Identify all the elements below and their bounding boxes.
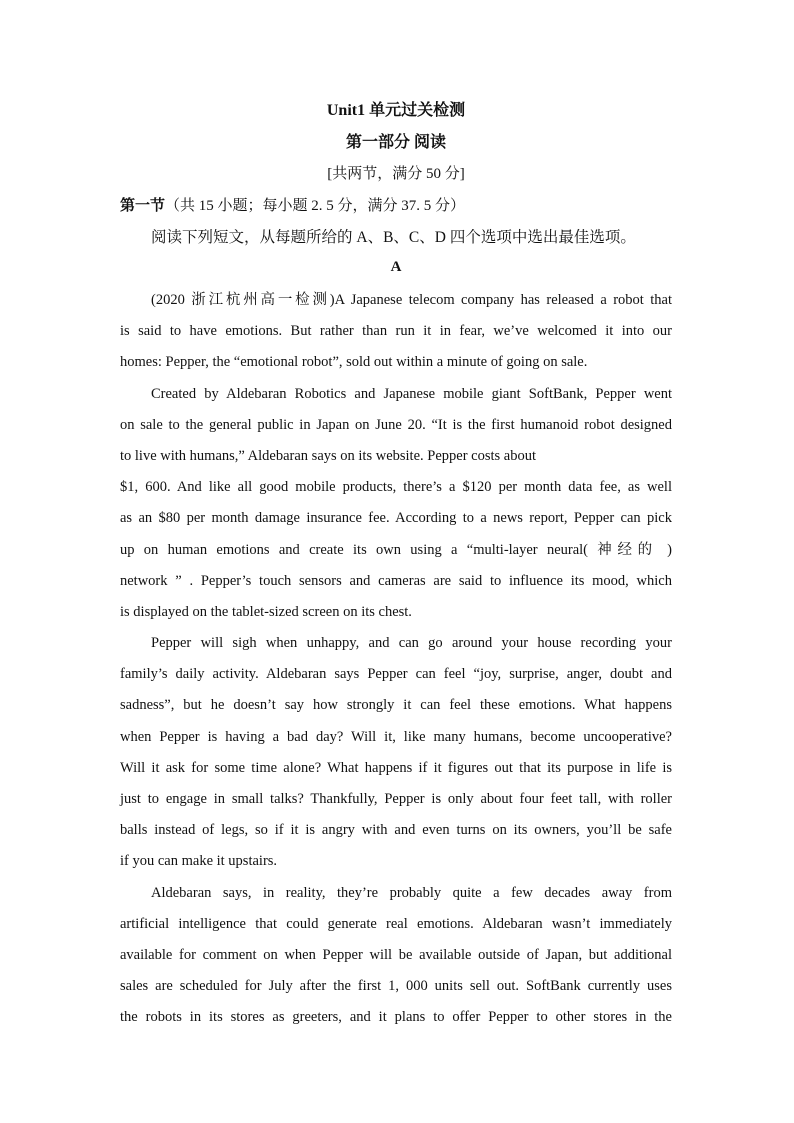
passage-line: up on human emotions and create its own using a “multi-layer neural( 神经的 ) [120, 541, 672, 558]
passage-line: if you can make it upstairs. [120, 853, 278, 870]
passage-line: artificial intelligence that could generate real emotions. Aldebaran wasn’t immediately [120, 915, 672, 932]
passage-line: balls instead of legs, so if it is angry with and even turns on its owners, you’ll be safe [120, 822, 672, 839]
passage-line: sales are scheduled for July after the first 1, 000 units sell out. SoftBank currently uses [120, 978, 672, 995]
passage-line: Pepper will sigh when unhappy, and can go around your house recording your [151, 635, 672, 652]
passage-line: network ” . Pepper’s touch sensors and cameras are said to influence its mood, which [120, 572, 672, 589]
passage-line: Created by Aldebaran Robotics and Japanese mobile giant SoftBank, Pepper went [151, 385, 672, 402]
passage-line: homes: Pepper, the “emotional robot”, sold out within a minute of going on sale. [120, 354, 588, 371]
passage-line: is displayed on the tablet-sized screen on its chest. [120, 603, 412, 620]
passage-line: Will it ask for some time alone? What happens if it figures out that its purpose in life is [120, 759, 672, 776]
passage-line: available for comment on when Pepper will be available outside of Japan, but additional [120, 946, 672, 963]
passage-line: $1, 600. And like all good mobile products, there’s a $120 per month data fee, as well [120, 479, 672, 496]
passage-line: Aldebaran says, in reality, they’re probably quite a few decades away from [151, 884, 672, 901]
passage-line: when Pepper is having a bad day? Will it, like many humans, become uncooperative? [120, 728, 672, 745]
section-heading [120, 196, 465, 216]
section-instruction: 阅读下列短文，从每题所给的 A、B、C、D 四个选项中选出最佳选项。 [151, 229, 636, 246]
section-label: 第一节 [120, 198, 166, 214]
passage-line: on sale to the general public in Japan on June 20. “It is the first humanoid robot designed [120, 416, 672, 433]
passage-line: to live with humans,” Aldebaran says on its website. Pepper costs about [120, 447, 536, 464]
part-heading: 第一部分 阅读 [345, 134, 446, 151]
passage-body [120, 285, 672, 1034]
passage-line: as an $80 per month damage insurance fee. According to a news report, Pepper can pick [120, 510, 672, 527]
passage-line: (2020 浙江杭州高一检测)A Japanese telecom company has released a robot that [151, 292, 672, 308]
passage-line: just to engage in small talks? Thankfully, Pepper is only about four feet tall, with roller [120, 791, 672, 807]
part-score-note: [共两节，满分 50 分] [327, 166, 465, 182]
passage-line: is said to have emotions. But rather than run it in fear, we’ve welcomed it into our [120, 323, 672, 340]
passage-line: family’s daily activity. Aldebaran says Pepper can feel “joy, surprise, anger, doubt and [120, 666, 672, 683]
passage-letter: A [390, 259, 402, 275]
section-detail: （共 15 小题；每小题 2. 5 分，满分 37. 5 分） [165, 198, 466, 214]
passage-line: sadness”, but he doesn’t say how strongly it can feel these emotions. What happens [120, 697, 672, 714]
passage-line: the robots in its stores as greeters, and it plans to offer Pepper to other stores in the [120, 1009, 672, 1026]
page-title: Unit1 单元过关检测 [326, 102, 466, 119]
